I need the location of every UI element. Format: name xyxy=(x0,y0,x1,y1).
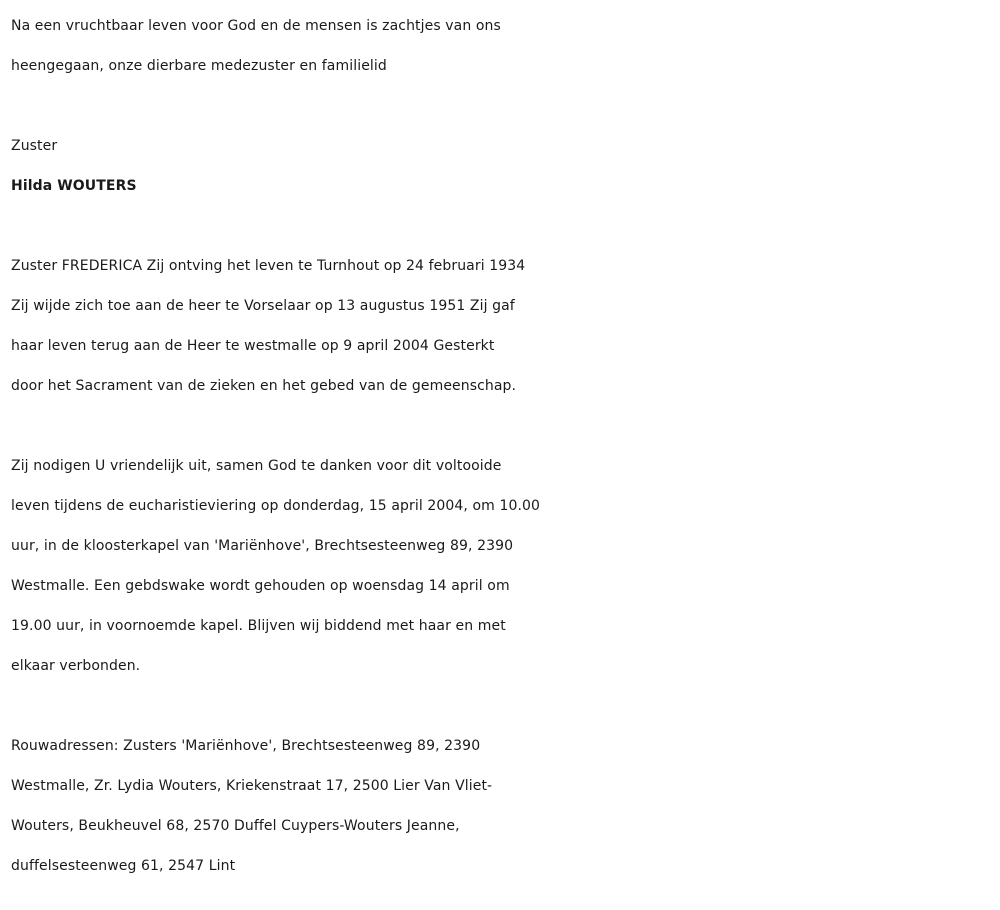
biography-line: Zij wijde zich toe aan de heer te Vorselaar op 13 augustus 1951 Zij gaf xyxy=(11,298,515,314)
spacer xyxy=(11,86,996,126)
title-label: Zuster xyxy=(11,138,58,154)
address-line: Rouwadressen: Zusters 'Mariënhove', Brechtsesteenweg 89, 2390 xyxy=(11,738,481,754)
biography-paragraph xyxy=(11,246,996,406)
invitation-line: Zij nodigen U vriendelijk uit, samen God te danken voor dit voltooide xyxy=(11,458,502,474)
spacer xyxy=(11,206,996,246)
invitation-line: leven tijdens de eucharistieviering op donderdag, 15 april 2004, om 10.00 xyxy=(11,498,541,514)
invitation-line: 19.00 uur, in voornoemde kapel. Blijven wij biddend met haar en met xyxy=(11,618,506,634)
address-line: duffelsesteenweg 61, 2547 Lint xyxy=(11,858,236,874)
spacer xyxy=(11,686,996,726)
invitation-line: elkaar verbonden. xyxy=(11,658,141,674)
address-line: Westmalle, Zr. Lydia Wouters, Kriekenstraat 17, 2500 Lier Van Vliet- xyxy=(11,778,493,794)
intro-paragraph xyxy=(11,6,996,86)
intro-line: heengegaan, onze dierbare medezuster en familielid xyxy=(11,58,387,74)
spacer xyxy=(11,406,996,446)
biography-line: Zuster FREDERICA Zij ontving het leven te Turnhout op 24 februari 1934 xyxy=(11,258,526,274)
invitation-line: Westmalle. Een gebdswake wordt gehouden op woensdag 14 april om xyxy=(11,578,510,594)
invitation-line: uur, in de kloosterkapel van 'Mariënhove', Brechtsesteenweg 89, 2390 xyxy=(11,538,514,554)
address-line: Wouters, Beukheuvel 68, 2570 Duffel Cuypers-Wouters Jeanne, xyxy=(11,818,460,834)
intro-line: Na een vruchtbaar leven voor God en de mensen is zachtjes van ons xyxy=(11,18,501,34)
biography-line: haar leven terug aan de Heer te westmalle op 9 april 2004 Gesterkt xyxy=(11,338,495,354)
death-notice xyxy=(11,6,996,886)
invitation-paragraph xyxy=(11,446,996,686)
biography-line: door het Sacrament van de zieken en het gebed van de gemeenschap. xyxy=(11,378,517,394)
addresses-paragraph xyxy=(11,726,996,886)
deceased-name: Hilda WOUTERS xyxy=(11,178,137,194)
